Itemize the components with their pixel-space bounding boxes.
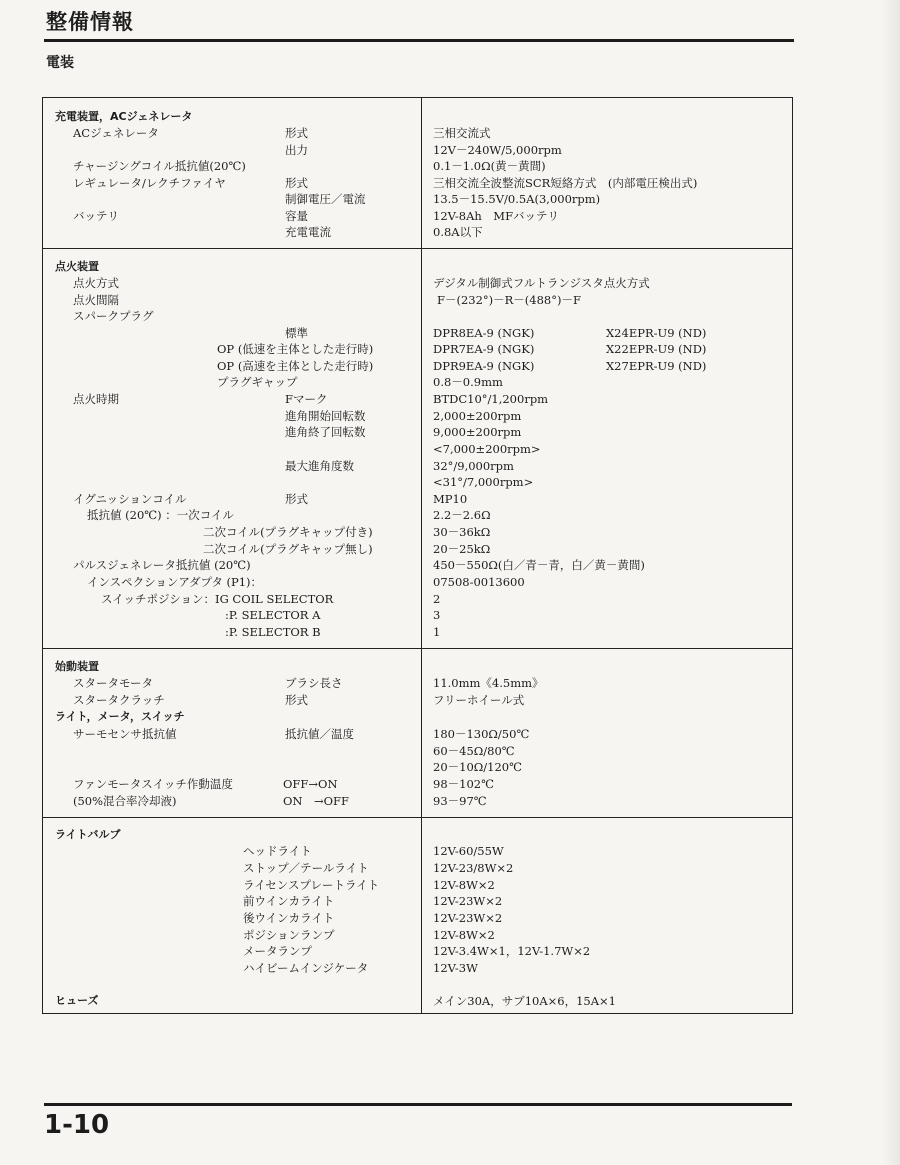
page-number: 1-10 <box>44 1110 110 1140</box>
category-heading: 点火装置 <box>55 260 99 273</box>
spec-label: 形式 <box>285 693 308 707</box>
spec-value: 12V-8W×2 <box>433 928 495 942</box>
spec-label: 標準 <box>285 326 308 340</box>
spec-value: 60－45Ω/80℃ <box>433 744 515 758</box>
spec-value: <7,000±200rpm> <box>433 442 541 456</box>
spec-value: 3 <box>433 608 441 622</box>
spec-label: 形式 <box>285 126 308 140</box>
section-divider <box>43 248 792 249</box>
spec-value: 13.5－15.5V/0.5A(3,000rpm) <box>433 192 601 206</box>
spec-value: 12V-3W <box>433 961 478 975</box>
spec-value: 450－550Ω(白／青－青，白／黄－黄間) <box>433 558 645 572</box>
spec-label: :P. SELECTOR B <box>225 625 321 639</box>
spec-label: Fマーク <box>285 392 328 406</box>
category-heading: 始動装置 <box>55 660 99 673</box>
spec-label: ハイビームインジケータ <box>243 961 369 975</box>
spec-label: 前ウインカライト <box>243 894 335 908</box>
spec-value: 12V-23W×2 <box>433 894 503 908</box>
spec-label: ファンモータスイッチ作動温度 <box>73 777 233 791</box>
spec-label: 二次コイル(プラグキャップ無し) <box>203 542 373 556</box>
spec-label: プラグギャップ <box>217 375 298 389</box>
spec-value: DPR7EA-9 (NGK) <box>433 342 535 356</box>
spec-value: F－(232°)－R－(488°)－F <box>437 293 581 307</box>
spec-label: ACジェネレータ <box>73 126 159 140</box>
spec-label: スタータモータ <box>73 676 154 690</box>
spec-label: インスペクションアダプタ (P1)： <box>87 575 262 589</box>
spec-label: OP (低速を主体とした走行時) <box>217 342 374 356</box>
spec-label: :P. SELECTOR A <box>225 608 321 622</box>
spec-label: OP (高速を主体とした走行時) <box>217 359 374 373</box>
spec-value: DPR9EA-9 (NGK) <box>433 359 535 373</box>
spec-label: レギュレータ/レクチファイヤ <box>73 176 226 190</box>
spec-label: ヘッドライト <box>243 844 312 858</box>
spec-label: 点火方式 <box>73 276 119 290</box>
spec-label: 出力 <box>285 143 308 157</box>
spec-value: フリーホイール式 <box>433 693 525 707</box>
spec-value: 93－97℃ <box>433 794 487 808</box>
category-heading: 充電装置，ACジェネレータ <box>55 110 193 123</box>
spec-label: 充電電流 <box>285 225 331 239</box>
spec-value: 2.2－2.6Ω <box>433 508 491 522</box>
spec-value: 12V-3.4W×1，12V-1.7W×2 <box>433 944 591 958</box>
spec-label: 二次コイル(プラグキャップ付き) <box>203 525 373 539</box>
spec-value: 9,000±200rpm <box>433 425 522 439</box>
spec-label: ライセンスプレートライト <box>243 878 380 892</box>
spec-value: 0.8－0.9mm <box>433 375 503 389</box>
spec-value: 12V-60/55W <box>433 844 504 858</box>
spec-label: イグニッションコイル <box>73 492 187 506</box>
spec-label: ON →OFF <box>283 794 350 808</box>
spec-table <box>42 97 793 1014</box>
spec-value: MP10 <box>433 492 468 506</box>
category-heading: ヒューズ <box>55 994 99 1007</box>
spec-value: 20－25kΩ <box>433 542 491 556</box>
spec-value: 三相交流式 <box>433 126 491 140</box>
spec-label: ブラシ長さ <box>285 676 343 690</box>
spec-label: 抵抗値／温度 <box>285 727 354 741</box>
spec-label: OFF→ON <box>283 777 338 791</box>
spec-value: 12V-23/8W×2 <box>433 861 514 875</box>
spec-value: 12V-8Ah MFバッテリ <box>433 209 560 223</box>
spec-value: X24EPR-U9 (ND) <box>606 326 707 340</box>
spec-value: X22EPR-U9 (ND) <box>606 342 707 356</box>
top-rule <box>44 39 794 42</box>
spec-value: 1 <box>433 625 441 639</box>
page-edge-shadow <box>882 0 900 1165</box>
spec-value: 32°/9,000rpm <box>433 459 514 473</box>
spec-value: 20－10Ω/120℃ <box>433 760 522 774</box>
spec-value: 12V-8W×2 <box>433 878 495 892</box>
spec-label: 後ウインカライト <box>243 911 335 925</box>
category-heading: ライトバルブ <box>55 828 121 841</box>
spec-value: 98－102℃ <box>433 777 494 791</box>
spec-value: 30－36kΩ <box>433 525 491 539</box>
spec-value: 三相交流全波整流SCR短絡方式 (内部電圧検出式) <box>433 176 698 190</box>
spec-value: 07508-0013600 <box>433 575 525 589</box>
spec-label: 進角終了回転数 <box>285 425 366 439</box>
spec-label: ストップ／テールライト <box>243 861 369 875</box>
section-divider <box>43 817 792 818</box>
spec-value: 0.8A以下 <box>433 225 483 239</box>
spec-label: ポジションランプ <box>243 928 335 942</box>
spec-label: スイッチポジション：IG COIL SELECTOR <box>101 592 334 606</box>
spec-label: チャージングコイル抵抗値(20℃) <box>73 159 246 173</box>
spec-label: メータランプ <box>243 944 312 958</box>
spec-value: <31°/7,000rpm> <box>433 475 534 489</box>
section-title: 電装 <box>46 55 74 71</box>
spec-label: 進角開始回転数 <box>285 409 366 423</box>
spec-value: 12V－240W/5,000rpm <box>433 143 562 157</box>
spec-label: 形式 <box>285 176 308 190</box>
column-divider <box>421 98 422 1013</box>
spec-value: 2 <box>433 592 441 606</box>
spec-label: バッテリ <box>73 209 119 223</box>
spec-label: スタータクラッチ <box>73 693 165 707</box>
spec-label: パルスジェネレータ抵抗値 (20℃) <box>73 558 251 572</box>
spec-value: 11.0mm《4.5mm》 <box>433 676 544 690</box>
spec-value: 2,000±200rpm <box>433 409 522 423</box>
spec-value: 0.1－1.0Ω(黄－黄間) <box>433 159 546 173</box>
spec-label: 点火間隔 <box>73 293 119 307</box>
spec-value: デジタル制御式フルトランジスタ点火方式 <box>433 276 650 290</box>
spec-label: 抵抗値 (20℃) ：一次コイル <box>87 508 234 522</box>
spec-label: 制御電圧／電流 <box>285 192 366 206</box>
spec-label: スパークプラグ <box>73 309 154 323</box>
spec-value: BTDC10°/1,200rpm <box>433 392 549 406</box>
spec-label: (50%混合率冷却液) <box>73 794 177 808</box>
spec-label: サーモセンサ抵抗値 <box>73 727 177 741</box>
spec-value: メイン30A，サブ10A×6，15A×1 <box>433 994 616 1008</box>
bottom-rule <box>44 1103 792 1106</box>
spec-label: 最大進角度数 <box>285 459 354 473</box>
spec-label: 形式 <box>285 492 308 506</box>
page-title: 整備情報 <box>46 10 134 34</box>
category-heading: ライト，メータ，スイッチ <box>55 710 185 723</box>
section-divider <box>43 648 792 649</box>
spec-value: X27EPR-U9 (ND) <box>606 359 707 373</box>
spec-label: 容量 <box>285 209 308 223</box>
spec-value: DPR8EA-9 (NGK) <box>433 326 535 340</box>
spec-label: 点火時期 <box>73 392 119 406</box>
spec-value: 180－130Ω/50℃ <box>433 727 530 741</box>
spec-value: 12V-23W×2 <box>433 911 503 925</box>
